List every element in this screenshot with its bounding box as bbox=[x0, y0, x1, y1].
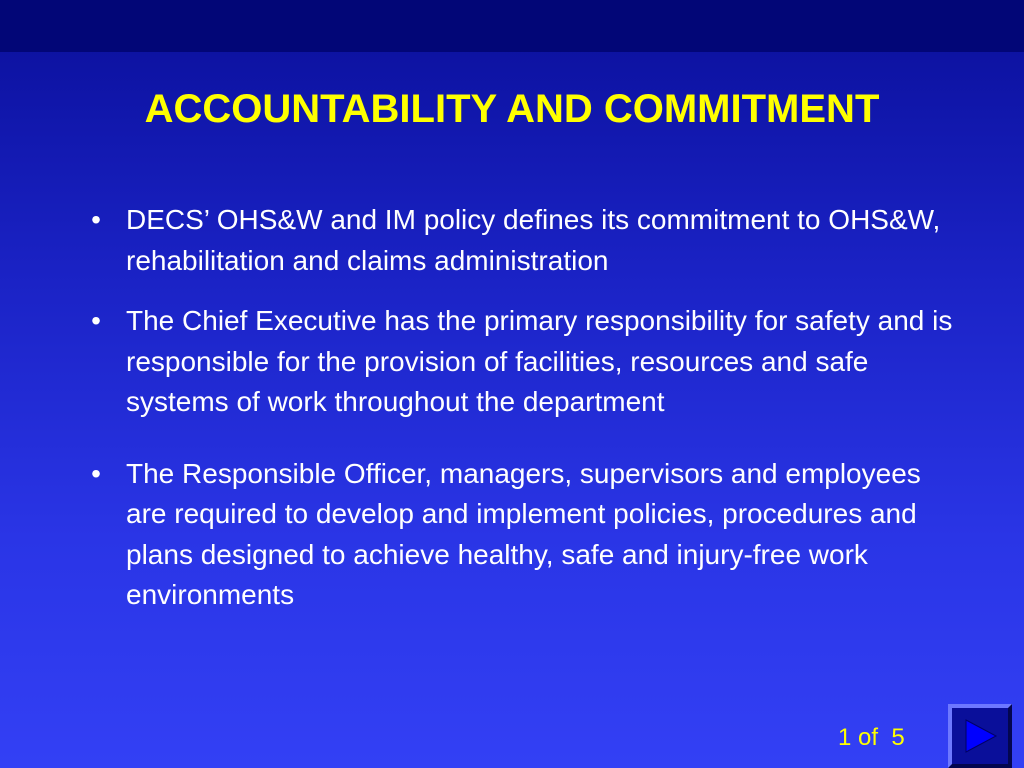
slide-title: ACCOUNTABILITY AND COMMITMENT bbox=[144, 87, 880, 131]
play-arrow-icon bbox=[960, 716, 1000, 756]
bullet-list bbox=[86, 200, 956, 616]
next-slide-button[interactable] bbox=[948, 704, 1012, 768]
bullet-marker: • bbox=[91, 204, 101, 235]
bullet-item bbox=[86, 200, 956, 281]
bullet-text: The Responsible Officer, managers, supervisors and employees are required to develop and implement policies, procedures and plans designed to achieve healthy, safe and injury-free work environments bbox=[126, 457, 921, 610]
bullet-marker: • bbox=[91, 457, 101, 489]
bullet-marker: • bbox=[91, 305, 101, 336]
page-indicator: 1 of 5 bbox=[838, 724, 905, 751]
top-band bbox=[0, 0, 1024, 52]
bullet-item bbox=[86, 301, 956, 423]
bullet-text: The Chief Executive has the primary responsibility for safety and is responsible for the provision of facilities, resources and safe systems of work throughout the department bbox=[126, 305, 953, 417]
bullet-text: DECS’ OHS&W and IM policy defines its commitment to OHS&W, rehabilitation and claims administration bbox=[126, 204, 941, 276]
bullet-item bbox=[86, 454, 956, 616]
